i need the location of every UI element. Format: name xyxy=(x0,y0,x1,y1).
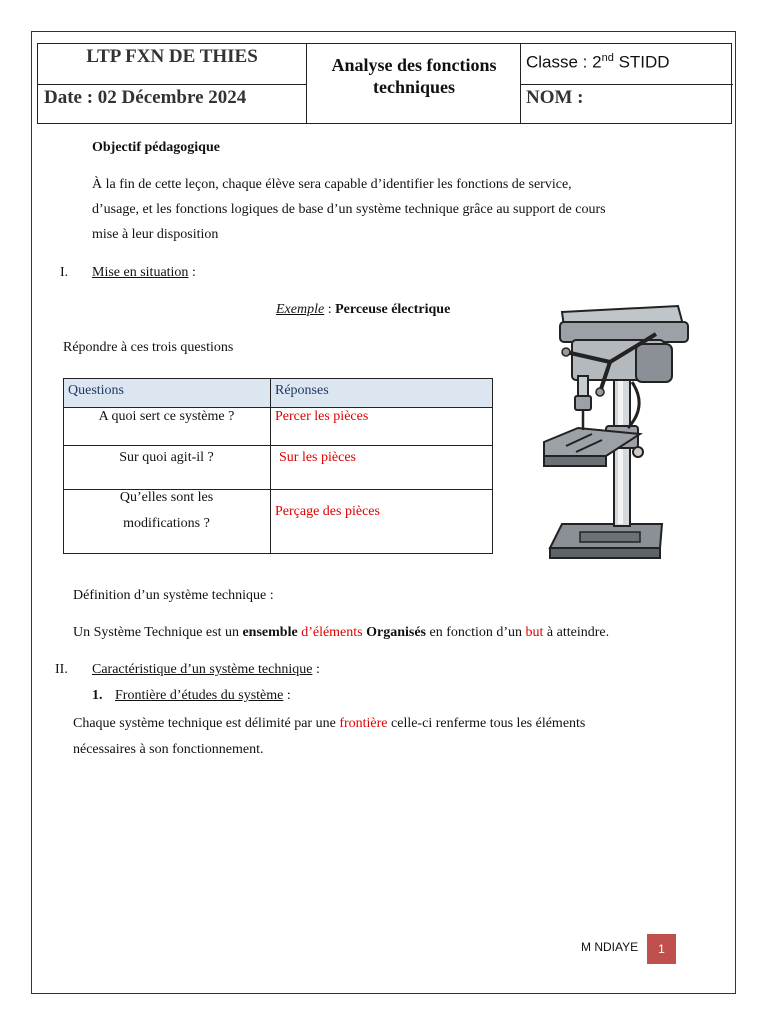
name-field-label: NOM : xyxy=(526,87,584,108)
section-1-number: I. xyxy=(60,265,69,280)
objective-line-2: d’usage, et les fonctions logiques de base d’un système technique grâce au support de cours xyxy=(92,202,606,217)
table-header-answers: Réponses xyxy=(275,383,329,398)
question-3-line-1: Qu’elles sont les xyxy=(119,490,214,505)
answer-2: Sur les pièces xyxy=(279,450,356,465)
page-number: 1 xyxy=(647,934,676,964)
footer-author: M NDIAYE xyxy=(581,940,639,954)
section-2-heading: Caractéristique d’un système technique : xyxy=(92,662,320,677)
lesson-title xyxy=(308,54,520,98)
definition-heading: Définition d’un système technique : xyxy=(73,588,274,603)
frontier-text-line-2: nécessaires à son fonctionnement. xyxy=(73,742,264,757)
header-table xyxy=(37,43,732,124)
objective-line-1: À la fin de cette leçon, chaque élève sera capable d’identifier les fonctions de service, xyxy=(92,177,572,192)
objective-title: Objectif pédagogique xyxy=(92,140,220,155)
answer-1: Percer les pièces xyxy=(275,409,369,424)
definition-text: Un Système Technique est un ensemble d’éléments Organisés en fonction d’un but à atteindre. xyxy=(73,625,610,640)
school-name: LTP FXN DE THIES xyxy=(86,46,258,67)
lesson-title-line1: Analyse des fonctions xyxy=(331,55,497,75)
answer-3: Perçage des pièces xyxy=(275,504,380,519)
objective-line-3: mise à leur disposition xyxy=(92,227,219,242)
question-1: A quoi sert ce système ? xyxy=(98,409,235,424)
drill-press-illustration xyxy=(536,296,696,576)
subsection-1-number: 1. xyxy=(92,688,103,703)
instruction-text: Répondre à ces trois questions xyxy=(63,340,234,355)
frontier-text-line-1: Chaque système technique est délimité par une frontière celle-ci renferme tous les éléments xyxy=(73,716,586,731)
questions-table xyxy=(63,378,493,554)
section-1-heading: Mise en situation : xyxy=(92,265,196,280)
lesson-title-line2: techniques xyxy=(372,77,455,97)
class-label: Classe : 2nd STIDD xyxy=(526,52,670,72)
example-line: Exemple : Perceuse électrique xyxy=(276,302,451,317)
question-3-line-2: modifications ? xyxy=(123,516,210,531)
question-2: Sur quoi agit-il ? xyxy=(119,450,214,465)
table-header-questions: Questions xyxy=(68,383,124,398)
section-2-number: II. xyxy=(55,662,68,677)
lesson-date: Date : 02 Décembre 2024 xyxy=(44,87,247,108)
subsection-1-heading: Frontière d’études du système : xyxy=(115,688,291,703)
